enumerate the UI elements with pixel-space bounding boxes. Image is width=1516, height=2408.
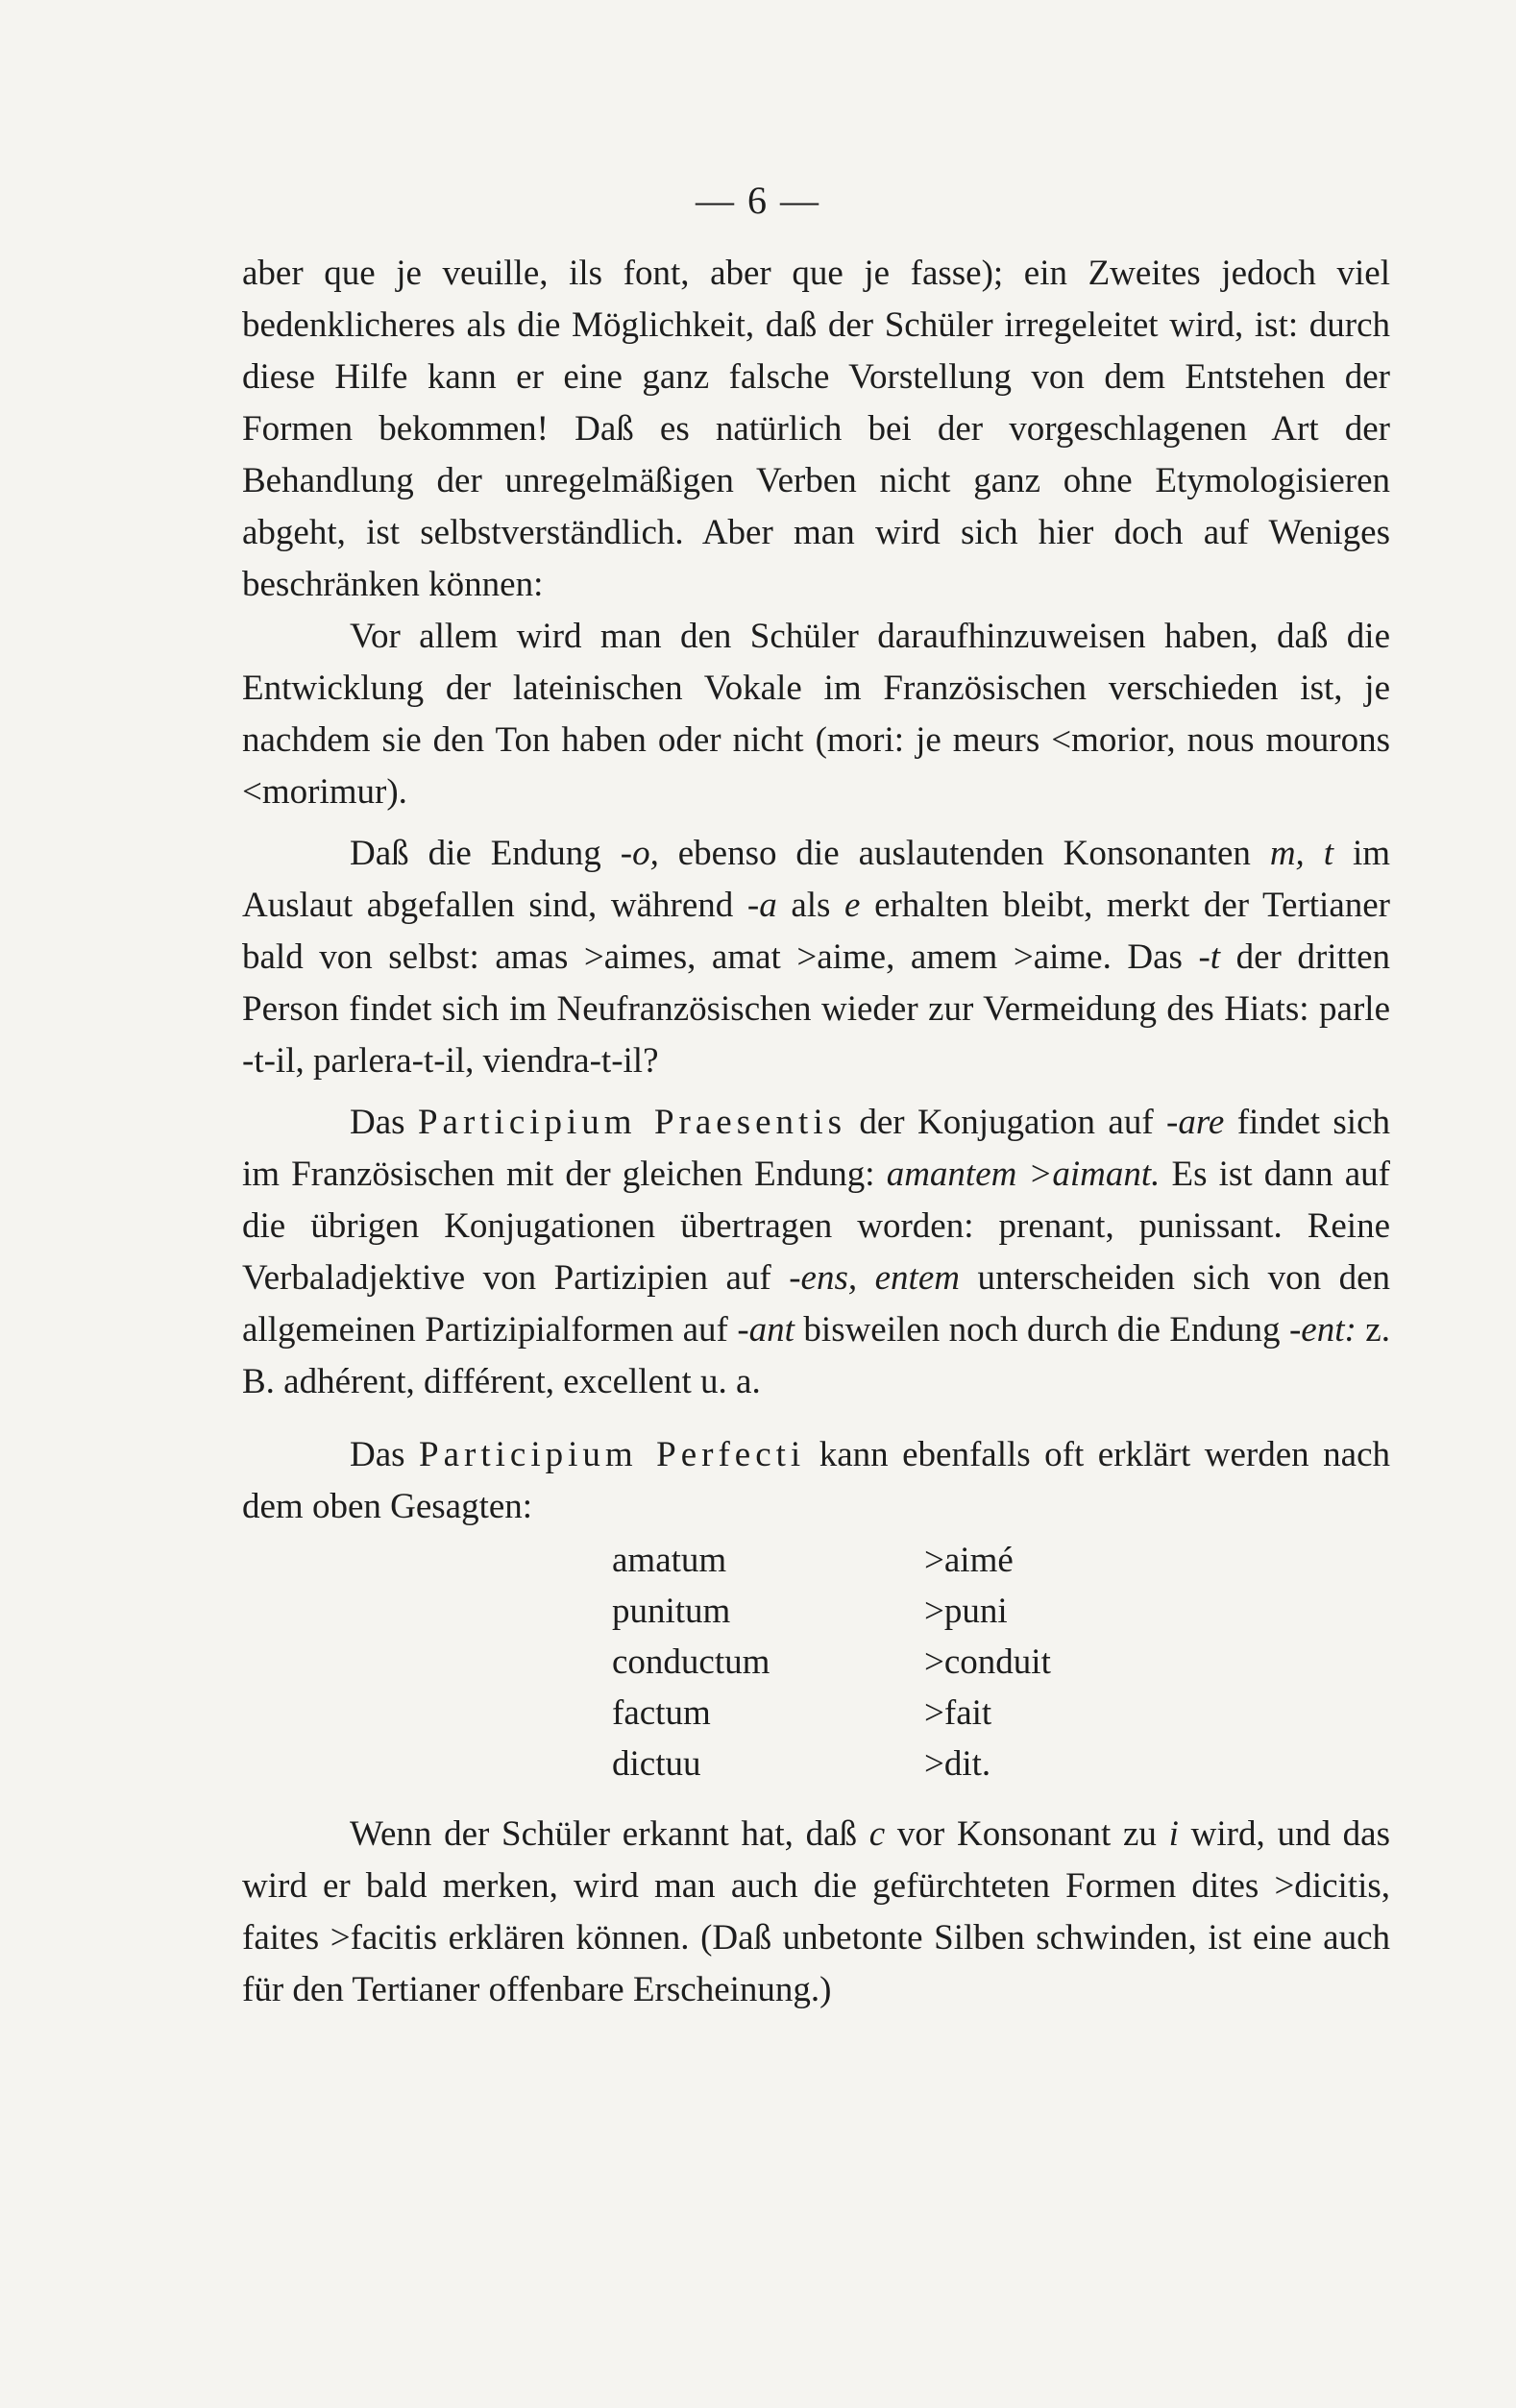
table-row <box>612 1688 1390 1739</box>
paragraph-2: Vor allem wird man den Schüler daraufhinzuweisen haben, daß die Entwicklung der lateinischen Vokale im Französischen verschieden ist, je nachdem sie den Ton haben oder nicht (mori: je meurs <morior, nous mourons <morimur). <box>242 617 1390 812</box>
paragraph-1: aber que je veuille, ils font, aber que je fasse); ein Zweites jedoch viel bedenklicheres als die Möglichkeit, daß der Schüler irregeleitet wird, ist: durch diese Hilfe kann er eine ganz falsche Vorstellung von dem Entstehen der Formen bekommen! Daß es natürlich bei der vorgeschlagenen Art der Behandlung der unregelmäßigen Verben nicht ganz ohne Etymologisieren abgeht, ist selbstverständlich. Aber man wird sich hier doch auf Weniges beschränken können: <box>242 254 1390 604</box>
text-run: wird, und das wird er bald merken, wird man auch die gefürchteten Formen dites >dicitis, faites >facitis erklären können. (Daß unbetonte Silben schwinden, ist eine auch für den Tertianer offenbare Erscheinung.) <box>242 1814 1390 2009</box>
paragraph-3 <box>242 828 1390 1087</box>
text-run: z. B. adhérent, différent, excellent u. a. <box>242 1310 1390 1401</box>
participle-table <box>612 1535 1390 1789</box>
page-number: — 6 — <box>696 179 820 222</box>
french-form: >aimé <box>924 1541 1014 1580</box>
text-run: Das <box>350 1435 420 1474</box>
text-run: kann ebenfalls oft erklärt werden nach dem oben Gesagten: <box>242 1435 1390 1526</box>
italic-run: -t <box>1198 937 1221 977</box>
italic-run: -are <box>1166 1103 1225 1142</box>
italic-run: c <box>868 1814 886 1854</box>
italic-run: -ent: <box>1288 1310 1357 1350</box>
table-row <box>612 1586 1390 1637</box>
italic-run: e <box>844 886 861 925</box>
italic-run: -a <box>746 886 777 925</box>
text-run: vor Konsonant zu <box>885 1814 1169 1854</box>
text-run: als <box>776 886 845 925</box>
text-run: im Auslaut abgefallen sind, während <box>242 834 1391 925</box>
table-row <box>612 1739 1390 1789</box>
text-run: der Konjugation auf <box>846 1103 1167 1142</box>
paragraph-6 <box>242 1809 1390 2016</box>
spaced-term: Participium Perfecti <box>419 1435 806 1474</box>
french-form: >fait <box>924 1693 992 1733</box>
italic-run: -o, <box>620 834 659 873</box>
text-run: Wenn der Schüler erkannt hat, daß <box>350 1814 869 1854</box>
spaced-term: Participium Praesentis <box>417 1103 846 1142</box>
paragraph-4 <box>242 1097 1390 1408</box>
text-run: findet sich im Französischen mit der gleichen Endung: <box>242 1103 1390 1194</box>
text-run: der dritten Person findet sich im Neufranzösischen wieder zur Vermeidung des Hiats: parle -t-il, parlera-t-il, viendra-t-il? <box>242 937 1390 1081</box>
italic-run: amantem >aimant. <box>886 1155 1161 1194</box>
text-run: bisweilen noch durch die Endung <box>794 1310 1289 1350</box>
text-run: Das <box>350 1103 418 1142</box>
latin-form: amatum <box>612 1541 727 1580</box>
text-run: ebenso die auslautenden Konsonanten <box>658 834 1270 873</box>
text-run: Es ist dann auf die übrigen Konjugationen übertragen worden: prenant, punissant. Reine Verbaladjektive von Partizipien auf <box>242 1155 1390 1298</box>
text-run: unterscheiden sich von den allgemeinen Partizipialformen auf <box>242 1258 1390 1350</box>
body-text <box>242 248 1390 2016</box>
french-form: >puni <box>924 1592 1008 1631</box>
text-run: Daß die Endung <box>350 834 621 873</box>
table-row <box>612 1637 1390 1688</box>
italic-run: i <box>1168 1814 1179 1854</box>
italic-run: -ens, entem <box>789 1258 960 1298</box>
latin-form: dictuu <box>612 1744 701 1784</box>
italic-run: -ant <box>737 1310 795 1350</box>
french-form: >conduit <box>924 1642 1051 1682</box>
latin-form: conductum <box>612 1642 770 1682</box>
italic-run: m, t <box>1269 834 1334 873</box>
latin-form: punitum <box>612 1592 731 1631</box>
table-row <box>612 1535 1390 1586</box>
text-run: erhalten bleibt, merkt der Tertianer bald von selbst: amas >aimes, amat >aime, amem >aime. Das <box>242 886 1390 977</box>
paragraph-5 <box>242 1429 1390 1533</box>
latin-form: factum <box>612 1693 711 1733</box>
french-form: >dit. <box>924 1744 991 1784</box>
